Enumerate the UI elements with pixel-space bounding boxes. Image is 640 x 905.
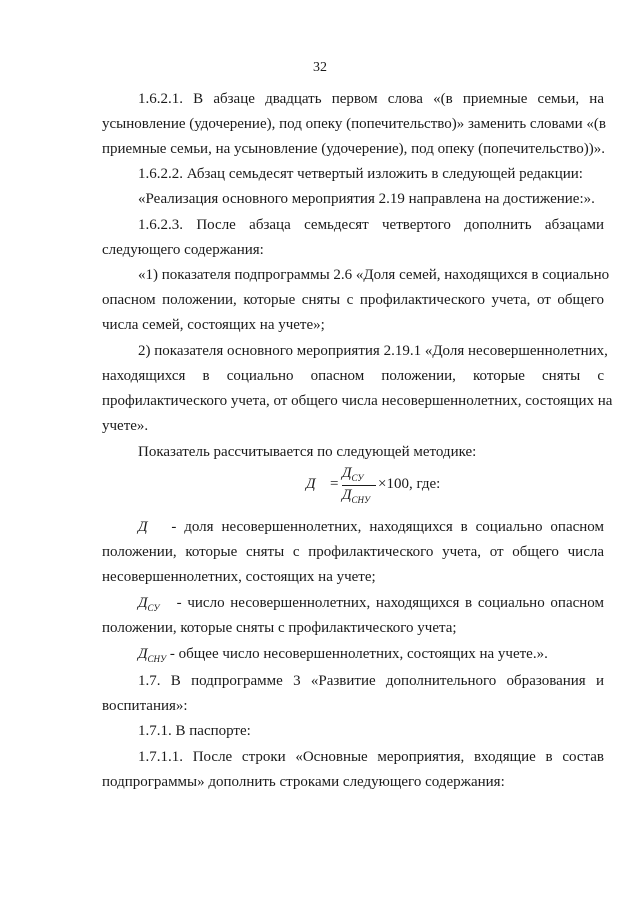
formula-lhs: Д [306, 476, 316, 492]
para-1-7-line-2: воспитания»: [102, 698, 188, 714]
def-dsnu: $Д_{СНУ}$ - общее число несовершеннолетних, состоящих на учете.». [138, 646, 548, 664]
formula-denominator: $Д_{СНУ}$ [342, 487, 371, 505]
item-2-line-2: находящихся в социально опасном положении, которые сняты с [102, 368, 604, 384]
item-2-line-3: профилактического учета, от общего числа несовершеннолетних, состоящих на [102, 393, 613, 409]
def-dsu-line-1: $Д_{СУ}$ - число несовершеннолетних, находящихся в социально опасном [138, 595, 604, 613]
para-1-7-1-1-line-1: 1.7.1.1. После строки «Основные мероприятия, входящие в состав [138, 749, 604, 765]
para-1-6-2-1-line-3: приемные семьи, на усыновление (удочерение), под опеку (попечительство))». [102, 141, 605, 157]
formula [306, 465, 466, 505]
item-1-line-2: опасном положении, которые сняты с профилактического учета, от общего [102, 292, 604, 308]
para-1-7-1: 1.7.1. В паспорте: [138, 723, 251, 739]
symbol-d: Д [138, 519, 148, 535]
symbol-d-snu: $Д_{СНУ}$ [138, 646, 167, 664]
def-d-line-1: Д - доля несовершеннолетних, находящихся в социально опасном [138, 519, 605, 535]
para-1-7-line-1: 1.7. В подпрограмме 3 «Развитие дополнительного образования и [138, 673, 604, 689]
para-1-6-2-2: 1.6.2.2. Абзац семьдесят четвертый изложить в следующей редакции: [138, 166, 583, 182]
item-2-line-4: учете». [102, 418, 149, 434]
def-d-line-3: несовершеннолетних, состоящих на учете; [102, 569, 376, 585]
item-2-line-1: 2) показателя основного мероприятия 2.19.1 «Доля несовершеннолетних, [138, 343, 608, 359]
def-d-line-2: положении, которые сняты с профилактического учета, от общего числа [102, 544, 604, 560]
formula-numerator: $Д_{СУ}$ [342, 465, 364, 483]
symbol-d-su: $Д_{СУ}$ [138, 595, 160, 613]
def-dsu-line-2: положении, которые сняты с профилактического учета; [102, 620, 457, 636]
para-1-7-1-1-line-2: подпрограммы» дополнить строками следующего содержания: [102, 774, 505, 790]
fraction-bar [342, 485, 376, 486]
page-number: 32 [313, 60, 327, 75]
item-1-line-3: числа семей, состоящих на учете»; [102, 317, 325, 333]
para-1-6-2-3-line-2: следующего содержания: [102, 242, 264, 258]
item-1-line-1: «1) показателя подпрограммы 2.6 «Доля семей, находящихся в социально [138, 267, 610, 283]
para-1-6-2-3-line-1: 1.6.2.3. После абзаца семьдесят четвертого дополнить абзацами [138, 217, 604, 233]
para-1-6-2-1-line-2: усыновление (удочерение), под опеку (попечительство)» заменить словами «(в [102, 116, 606, 132]
para-1-6-2-1-line-1: 1.6.2.1. В абзаце двадцать первом слова «(в приемные семьи, на [138, 91, 604, 107]
method-intro: Показатель рассчитывается по следующей методике: [138, 444, 477, 460]
formula-equals: = [330, 476, 339, 492]
formula-tail: ×100, где: [378, 476, 441, 492]
para-quote-2-19: «Реализация основного мероприятия 2.19 направлена на достижение:». [138, 191, 595, 207]
